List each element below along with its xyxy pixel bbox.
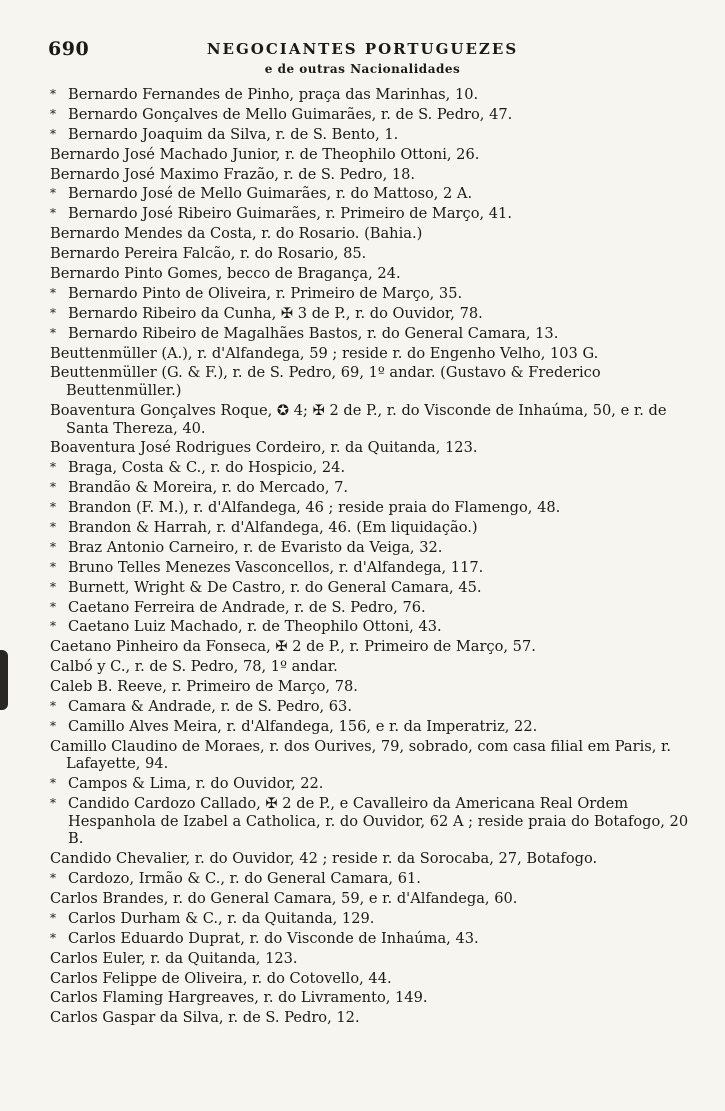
entry-text: * Bruno Telles Menezes Vasconcellos, r. d'Alfandega, 117. [68, 558, 484, 576]
entry-text: * Cardozo, Irmão & C., r. do General Camara, 61. [68, 870, 421, 888]
entry-text: * Brandon (F. M.), r. d'Alfandega, 46 ; reside praia do Flamengo, 48. [68, 499, 561, 517]
directory-entry [50, 618, 700, 636]
entry-text: Bernardo Pinto Gomes, becco de Bragança, 24. [50, 265, 401, 283]
entry-text: * Caetano Ferreira de Andrade, r. de S. Pedro, 76. [68, 598, 426, 616]
entry-text: * Braz Antonio Carneiro, r. de Evaristo da Veiga, 32. [68, 538, 443, 556]
directory-entry [50, 989, 700, 1007]
entry-text: Boaventura José Rodrigues Cordeiro, r. da Quitanda, 123. [50, 439, 478, 457]
directory-entry [50, 539, 700, 557]
entry-text: Bernardo José Machado Junior, r. de Theophilo Ottoni, 26. [50, 145, 480, 163]
directory-entry [50, 559, 700, 577]
entry-text: * Camara & Andrade, r. de S. Pedro, 63. [68, 698, 352, 716]
directory-entry [50, 402, 700, 437]
directory-entry [50, 870, 700, 888]
directory-entry [50, 638, 700, 656]
entry-text: Bernardo Pereira Falcão, r. do Rosario, 85. [50, 245, 367, 263]
entry-text: * Bernardo Ribeiro de Magalhães Bastos, r. do General Camara, 13. [68, 324, 559, 342]
entry-text: Carlos Euler, r. da Quitanda, 123. [50, 949, 298, 967]
page-title: NEGOCIANTES PORTUGUEZES [206, 40, 519, 58]
entry-text: Carlos Flaming Hargreaves, r. do Livramento, 149. [50, 989, 428, 1007]
entry-text: * Brandon & Harrah, r. d'Alfandega, 46. (Em liquidação.) [68, 519, 478, 536]
binding-edge-mark [0, 650, 8, 710]
directory-entry [50, 1009, 700, 1027]
entry-text: * Camillo Alves Meira, r. d'Alfandega, 156, e r. da Imperatriz, 22. [68, 717, 538, 735]
directory-entry [50, 205, 700, 223]
page-number: 690 [48, 38, 90, 60]
entry-text: Boaventura Gonçalves Roque, ✪ 4; ✠ 2 de P., r. do Visconde de Inhaúma, 50, e r. de Santa Thereza, 40. [50, 401, 667, 437]
directory-entry [50, 245, 700, 263]
directory-entry [50, 86, 700, 104]
entry-text: Camillo Claudino de Moraes, r. dos Ourives, 79, sobrado, com casa filial em Paris, r. Lafayette, 94. [50, 737, 672, 773]
entry-text: * Brandão & Moreira, r. do Mercado, 7. [68, 479, 349, 497]
directory-entry [50, 325, 700, 343]
directory-list [50, 86, 700, 1029]
directory-entry [50, 910, 700, 928]
entry-text: Candido Chevalier, r. do Ouvidor, 42 ; reside r. da Sorocaba, 27, Botafogo. [50, 850, 598, 868]
entry-text: Calbó y C., r. de S. Pedro, 78, 1º andar. [50, 658, 338, 676]
entry-text: * Carlos Durham & C., r. da Quitanda, 129. [68, 909, 375, 927]
entry-text: * Bernardo Joaquim da Silva, r. de S. Bento, 1. [68, 125, 399, 143]
entry-text: * Burnett, Wright & De Castro, r. do General Camara, 45. [68, 578, 482, 596]
directory-entry [50, 738, 700, 773]
directory-entry [50, 775, 700, 793]
directory-entry [50, 265, 700, 283]
directory-entry [50, 225, 700, 243]
entry-text: Bernardo Mendes da Costa, r. do Rosario. (Bahia.) [50, 225, 423, 243]
directory-entry [50, 698, 700, 716]
directory-entry [50, 718, 700, 736]
directory-entry [50, 345, 700, 363]
directory-entry [50, 166, 700, 184]
entry-text: * Bernardo Gonçalves de Mello Guimarães, r. de S. Pedro, 47. [68, 105, 513, 123]
entry-text: * Bernardo Ribeiro da Cunha, ✠ 3 de P., r. do Ouvidor, 78. [68, 304, 483, 322]
entry-text: Beuttenmüller (G. & F.), r. de S. Pedro, 69, 1º andar. (Gustavo & Frederico Beuttenmüller.) [50, 364, 601, 400]
directory-entry [50, 459, 700, 477]
directory-entry [50, 850, 700, 868]
directory-entry [50, 950, 700, 968]
entry-text: * Campos & Lima, r. do Ouvidor, 22. [68, 775, 324, 793]
entry-text: * Bernardo Pinto de Oliveira, r. Primeiro de Março, 35. [68, 284, 463, 302]
directory-entry [50, 146, 700, 164]
entry-text: Caetano Pinheiro da Fonseca, ✠ 2 de P., r. Primeiro de Março, 57. [50, 638, 536, 656]
directory-entry [50, 599, 700, 617]
entry-text: Beuttenmüller (A.), r. d'Alfandega, 59 ; reside r. do Engenho Velho, 103 G. [50, 344, 599, 362]
directory-entry [50, 499, 700, 517]
directory-entry [50, 479, 700, 497]
directory-entry [50, 364, 700, 399]
directory-entry [50, 305, 700, 323]
directory-entry [50, 519, 700, 537]
directory-entry [50, 106, 700, 124]
entry-text: * Bernardo José Ribeiro Guimarães, r. Primeiro de Março, 41. [68, 205, 512, 223]
entry-text: Caleb B. Reeve, r. Primeiro de Março, 78. [50, 678, 358, 696]
directory-entry [50, 439, 700, 457]
entry-text: * Bernardo Fernandes de Pinho, praça das Marinhas, 10. [68, 86, 479, 103]
entry-text: Carlos Brandes, r. do General Camara, 59, e r. d'Alfandega, 60. [50, 890, 518, 908]
entry-text: * Caetano Luiz Machado, r. de Theophilo Ottoni, 43. [68, 618, 442, 636]
directory-entry [50, 970, 700, 988]
entry-text: * Braga, Costa & C., r. do Hospicio, 24. [68, 459, 346, 477]
directory-entry [50, 658, 700, 676]
directory-entry [50, 795, 700, 848]
entry-text: * Candido Cardozo Callado, ✠ 2 de P., e Cavalleiro da Americana Real Ordem Hespanhola de Izabel a Catholica, r. do Ouvidor, 62 A ; reside praia do Botafogo, 20 B. [68, 795, 689, 848]
entry-text: Bernardo José Maximo Frazão, r. de S. Pedro, 18. [50, 165, 416, 183]
entry-text: * Carlos Eduardo Duprat, r. do Visconde de Inhaúma, 43. [68, 929, 479, 947]
directory-entry [50, 678, 700, 696]
entry-text: * Bernardo José de Mello Guimarães, r. do Mattoso, 2 A. [68, 185, 473, 203]
entry-text: Carlos Gaspar da Silva, r. de S. Pedro, 12. [50, 1009, 360, 1027]
entry-text: Carlos Felippe de Oliveira, r. do Cotovello, 44. [50, 969, 392, 987]
directory-entry [50, 579, 700, 597]
directory-entry [50, 930, 700, 948]
directory-entry [50, 890, 700, 908]
directory-entry [50, 126, 700, 144]
directory-entry [50, 185, 700, 203]
page-subtitle: e de outras Nacionalidades [264, 62, 461, 76]
directory-entry [50, 285, 700, 303]
